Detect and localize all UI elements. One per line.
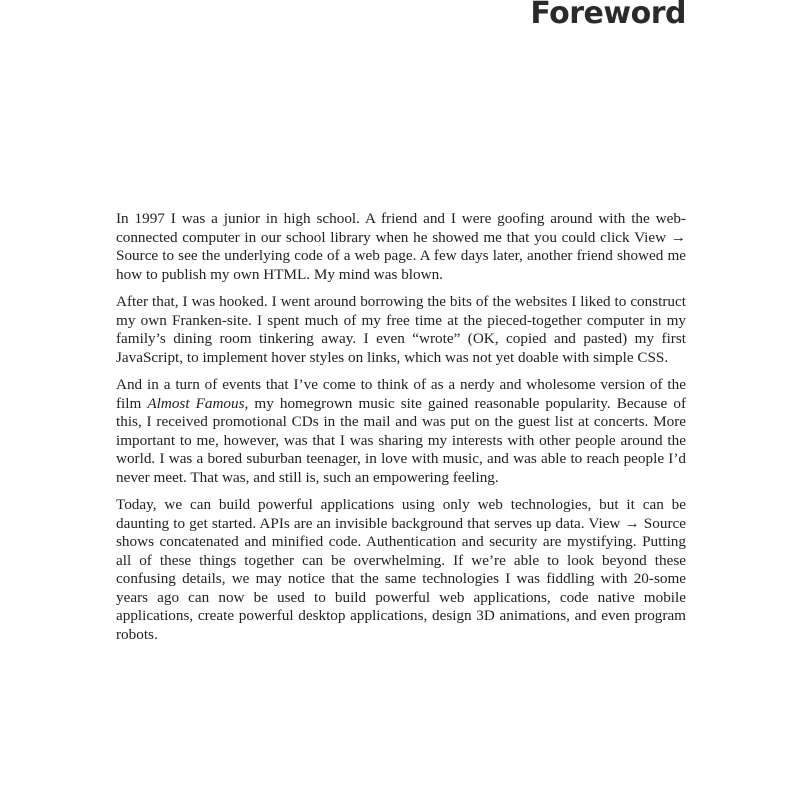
paragraph-3-lead: And in a turn of events that I’ve come to think of as a nerdy and wholesome version of the film	[116, 376, 686, 412]
paragraph-1: In 1997 I was a junior in high school. A friend and I were goofing around with the web-connected computer in our school library when he showed me that you could click View → Source to see the underlying code of a web page. A few days later, another friend showed me how to publish my own HTML. My mind was blown.	[116, 210, 686, 283]
film-title: Almost Famous	[147, 394, 245, 412]
paragraph-3-rest: , my homegrown music site gained reasonable popularity. Because of this, I received promotional CDs in the mail and was put on the guest list at concerts. More important to me, however, was that I was sharing my interests with other people around the world. I was a bored suburban teenager, in love with music, and was able to reach people I’d never meet. That was, and still is, such an empowering feeling.	[116, 394, 687, 486]
paragraph-2: After that, I was hooked. I went around borrowing the bits of the websites I liked to construct my own Franken-site. I spent much of my free time at the pieced-together computer in my family’s dining room tinkering away. I even “wrote” (OK, copied and pasted) my first JavaScript, to implement hover styles on links, which was not yet doable with simple CSS.	[116, 293, 686, 366]
paragraph-4: Today, we can build powerful applications using only web technologies, but it can be daunting to get started. APIs are an invisible background that serves up data. View → Source shows concatenated and minified code. Authentication and security are mystifying. Putting all of these things together can be overwhelming. If we’re able to look beyond these confusing details, we may notice that the same technologies I was fiddling with 20-some years ago can now be used to build powerful web applications, code native mobile applications, create powerful desktop applications, design 3D animations, and even program robots.	[116, 496, 686, 643]
paragraph-3	[116, 376, 686, 487]
foreword-body	[116, 210, 686, 653]
chapter-title: Foreword	[530, 0, 686, 31]
